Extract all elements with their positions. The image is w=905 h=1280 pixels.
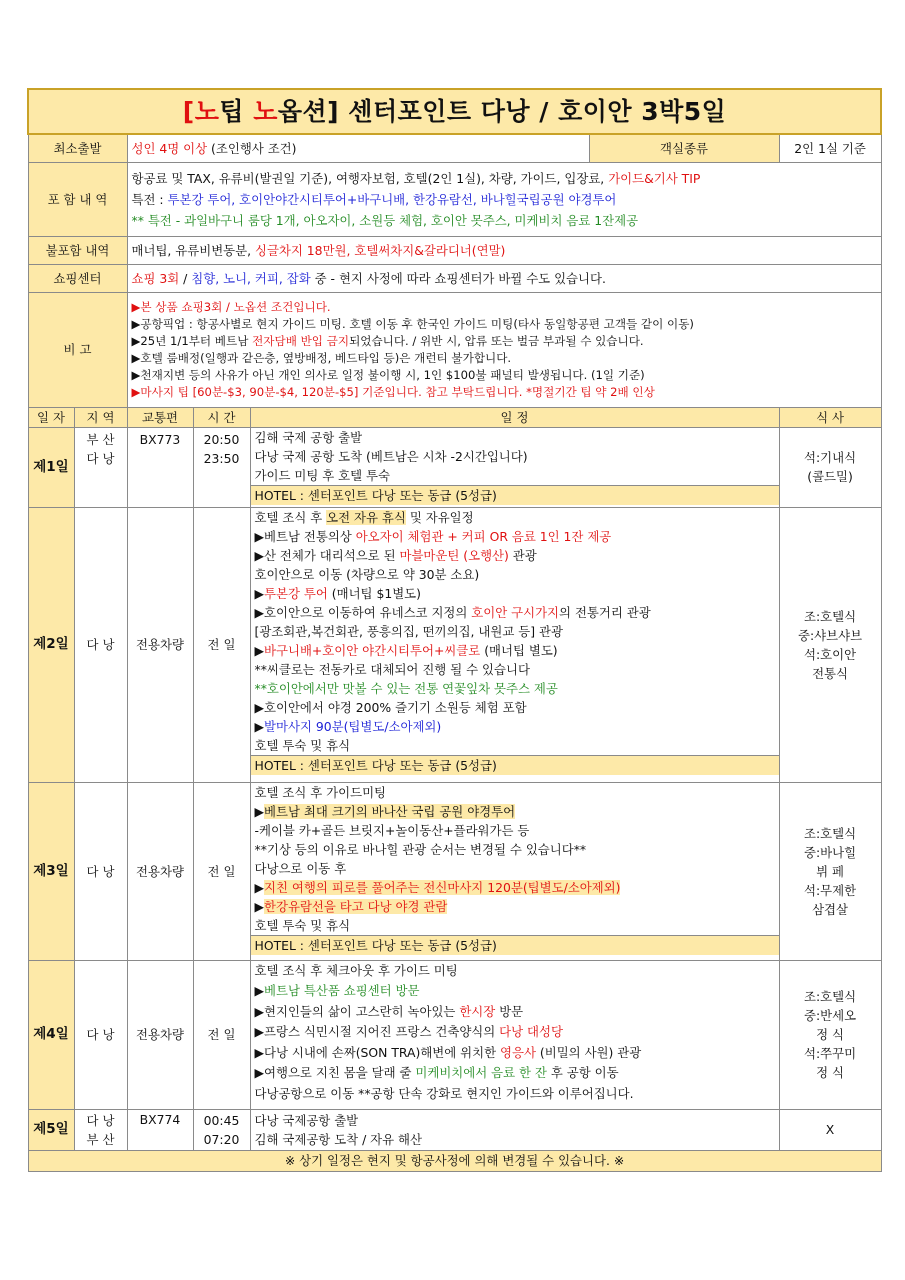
day-region: 다 낭 — [74, 782, 127, 960]
day-time: 전 일 — [193, 782, 250, 960]
day-time: 00:45 07:20 — [193, 1109, 250, 1150]
notes-label: 비 고 — [28, 292, 127, 407]
day-time: 20:50 23:50 — [193, 427, 250, 507]
room-type-label: 객실종류 — [589, 134, 779, 162]
exclude-label: 불포함 내역 — [28, 236, 127, 264]
day-transport: 전용차량 — [127, 960, 193, 1109]
footer-note: ※ 상기 일정은 현지 및 항공사정에 의해 변경될 수 있습니다. ※ — [28, 1150, 881, 1171]
day-region: 다 낭 — [74, 960, 127, 1109]
day-region: 다 낭 — [74, 507, 127, 782]
day-row-3 — [28, 782, 881, 960]
header-transport: 교통편 — [127, 407, 193, 427]
day-label: 제2일 — [28, 507, 74, 782]
day-meal: 조:호텔식 중:샤브샤브 석:호이안 전통식 — [779, 507, 881, 782]
min-departure-label: 최소출발 — [28, 134, 127, 162]
day-label: 제4일 — [28, 960, 74, 1109]
day-meal: 석:기내식 (콜드밀) — [779, 427, 881, 507]
day-row-1 — [28, 427, 881, 507]
day-schedule: 호텔 조식 후 체크아웃 후 가이드 미팅 ▶베트남 특산품 쇼핑센터 방문 ▶현지인들의 삶이 고스란히 녹아있는 한시장 방문 ▶프랑스 식민시절 지어진 프랑스 건축양식의 다낭 대성당 ▶다낭 시내에 손짜(SON TRA)해변에 위치한 영응사 (비밀의 사원) 관광 ▶여행으로 지친 몸을 달래 줄 미케비치에서 음료 한 잔 후 공항 이동 다낭공항으로 이동 **공항 단속 강화로 현지인 가이드와 이루어집니다. — [250, 960, 779, 1109]
header-time: 시 간 — [193, 407, 250, 427]
day-time: 전 일 — [193, 960, 250, 1109]
day-label: 제1일 — [28, 427, 74, 507]
itinerary-table — [27, 88, 882, 1172]
page-title: [노팁 노옵션] 센터포인트 다낭 / 호이안 3박5일 — [28, 89, 881, 134]
day-label: 제3일 — [28, 782, 74, 960]
day-region: 부 산 다 낭 — [74, 427, 127, 507]
day-label: 제5일 — [28, 1109, 74, 1150]
include-label: 포 함 내 역 — [28, 162, 127, 236]
header-schedule: 일 정 — [250, 407, 779, 427]
day-schedule: 호텔 조식 후 가이드미팅 ▶베트남 최대 크기의 바나산 국립 공원 야경투어 -케이블 카+골든 브릿지+놀이동산+플라워가든 등 **기상 등의 이유로 바나힐 관광 순서는 변경될 수 있습니다** 다낭으로 이동 후 ▶지친 여행의 피로를 풀어주는 전신마사지 120분(팁별도/소아제외) ▶한강유람선을 타고 다낭 야경 관람 호텔 투숙 및 휴식 HOTEL : 센터포인트 다낭 또는 동급 (5성급) — [250, 782, 779, 960]
day-transport: 전용차량 — [127, 782, 193, 960]
room-type-value: 2인 1실 기준 — [779, 134, 881, 162]
day-region: 다 낭 부 산 — [74, 1109, 127, 1150]
day-schedule: 호텔 조식 후 오전 자유 휴식 및 자유일정 ▶베트남 전통의상 아오자이 체험관 + 커피 OR 음료 1인 1잔 제공 ▶산 전체가 대리석으로 된 마블마운틴 (오행산) 관광 호이안으로 이동 (차량으로 약 30분 소요) ▶투본강 투어 (매너팁 $1별도) ▶호이안으로 이동하여 유네스코 지정의 호이안 구시가지의 전통거리 관광 [광조회관,복건회관, 풍흥의집, 떤끼의집, 내원교 등] 관광 ▶바구니배+호이안 야간시티투어+씨클로 (매너팁 별도) **씨클로는 전동카로 대체되어 진행 될 수 있습니다 **호이안에서만 맛볼 수 있는 전통 연꽃잎차 못주스 제공 ▶호이안에서 야경 200% 즐기기 소원등 체험 포함 ▶발마사지 90분(팁별도/소아제외) 호텔 투숙 및 휴식 HOTEL : 센터포인트 다낭 또는 동급 (5성급) — [250, 507, 779, 782]
day-transport: BX773 — [127, 427, 193, 507]
day-schedule: 다낭 국제공항 출발 김해 국제공항 도착 / 자유 해산 — [250, 1109, 779, 1150]
include-content: 항공료 및 TAX, 유류비(발권일 기준), 여행자보험, 호텔(2인 1실), 차량, 가이드, 입장료, 가이드&기사 TIP 특전 : 투본강 투어, 호이안야간시티투어+바구니배, 한강유람선, 바나힐국립공원 야경투어 ** 특전 - 과일바구니 룸당 1개, 아오자이, 소원등 체험, 호이안 못주스, 미케비치 음료 1잔제공 — [127, 162, 881, 236]
shopping-label: 쇼핑센터 — [28, 264, 127, 292]
hotel-line: HOTEL : 센터포인트 다낭 또는 동급 (5성급) — [251, 485, 779, 505]
day-meal: 조:호텔식 중:반세오 정 식 석:쭈꾸미 정 식 — [779, 960, 881, 1109]
day-schedule: 김해 국제 공항 출발 다낭 국제 공항 도착 (베트남은 시차 -2시간입니다) 가이드 미팅 후 호텔 투숙 HOTEL : 센터포인트 다낭 또는 동급 (5성급) — [250, 427, 779, 507]
day-row-5 — [28, 1109, 881, 1150]
day-row-2 — [28, 507, 881, 782]
exclude-content: 매너팁, 유류비변동분, 싱글차지 18만원, 호텔써차지&갈라디너(연말) — [127, 236, 881, 264]
header-region: 지 역 — [74, 407, 127, 427]
day-transport: 전용차량 — [127, 507, 193, 782]
min-departure-value: 성인 4명 이상 (조인행사 조건) — [127, 134, 589, 162]
day-time: 전 일 — [193, 507, 250, 782]
hotel-line: HOTEL : 센터포인트 다낭 또는 동급 (5성급) — [251, 935, 779, 955]
hotel-line: HOTEL : 센터포인트 다낭 또는 동급 (5성급) — [251, 755, 779, 775]
shopping-content: 쇼핑 3회 / 침향, 노니, 커피, 잡화 중 - 현지 사정에 따라 쇼핑센터가 바뀔 수도 있습니다. — [127, 264, 881, 292]
header-day: 일 자 — [28, 407, 74, 427]
itinerary-sheet — [27, 88, 880, 1172]
day-transport: BX774 — [127, 1109, 193, 1150]
day-meal: X — [779, 1109, 881, 1150]
header-meal: 식 사 — [779, 407, 881, 427]
notes-content: ▶본 상품 쇼핑3회 / 노옵션 조건입니다. ▶공항픽업 : 항공사별로 현지 가이드 미팅. 호텔 이동 후 한국인 가이드 미팅(타사 동일항공편 고객들 같이 이동) ▶25년 1/1부터 베트남 전자담배 반입 금지되었습니다. / 위반 시, 압류 또는 벌금 부과될 수 있습니다. ▶호텔 룸배정(일행과 같은층, 옆방배정, 베드타입 등)은 개런티 불가합니다. ▶천재지변 등의 사유가 아닌 개인 의사로 일정 불이행 시, 1인 $100불 패널티 발생됩니다. (1일 기준) ▶마사지 팁 [60분-$3, 90분-$4, 120분-$5] 기준입니다. 참고 부탁드립니다. *명절기간 팁 약 2배 인상 — [127, 292, 881, 407]
day-row-4 — [28, 960, 881, 1109]
day-meal: 조:호텔식 중:바나힐 뷔 페 석:무제한 삼겹살 — [779, 782, 881, 960]
